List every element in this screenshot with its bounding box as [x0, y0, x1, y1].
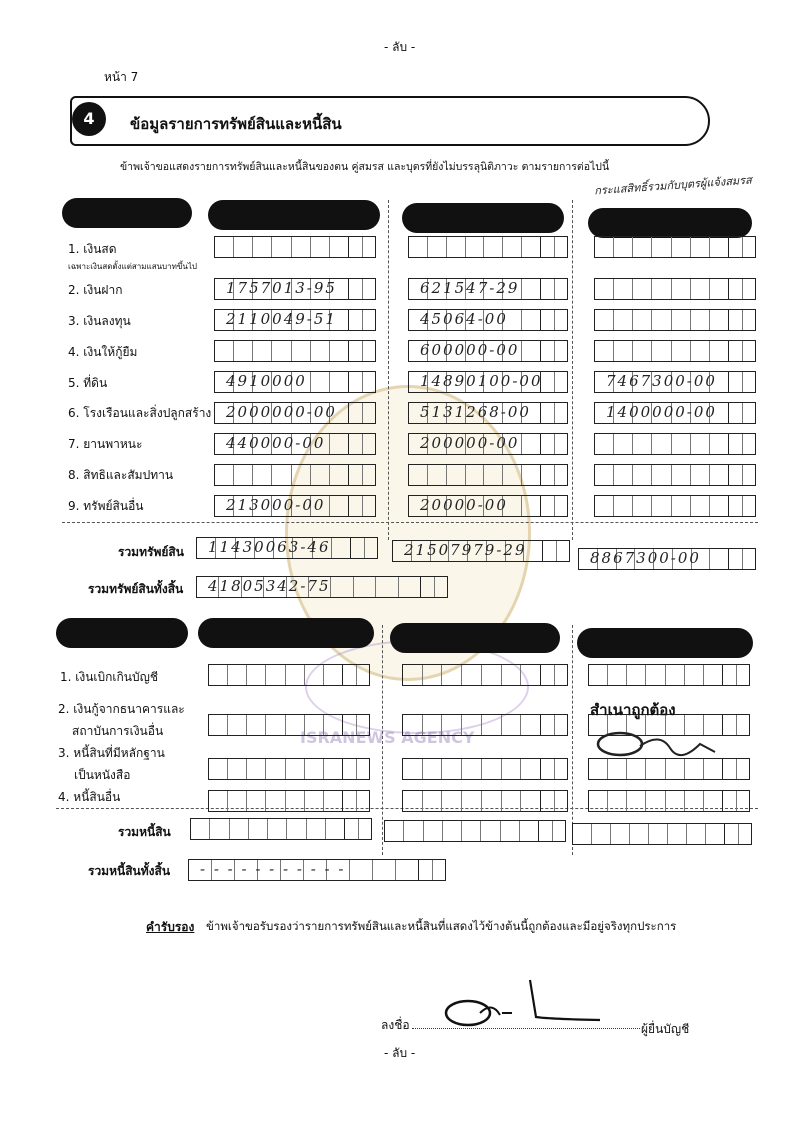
asset-total-col1-value: 11430063-46: [208, 538, 331, 556]
asset-sublabel-1: เฉพาะเงินสดตั้งแต่สามแสนบาทขึ้นไป: [68, 262, 197, 271]
liability-grand-total-value: - - - - - - - - - - -: [200, 860, 346, 878]
asset-grand-total-value: 41805342-75: [208, 577, 331, 595]
redacted-liability-spouse-heading: [390, 623, 560, 653]
asset-grid-row5-col1-value: 4910000: [226, 372, 307, 390]
asset-total-col3-value: 8867300-00: [590, 549, 701, 567]
redacted-liability-heading: [56, 618, 188, 648]
liability-grid-row4-col2: [402, 790, 568, 812]
liability-grid-row3-col1: [208, 758, 370, 780]
asset-grid-row5-col2-value: 14890100-00: [420, 372, 543, 390]
asset-total-label: รวมทรัพย์สิน: [118, 545, 184, 559]
asset-grid-row5-col3-value: 7467300-00: [606, 372, 717, 390]
liability-label-2b: สถาบันการเงินอื่น: [72, 724, 164, 738]
asset-grid-row1-col2: [408, 236, 568, 258]
liability-grid-row1-col1: [208, 664, 370, 686]
liability-total-col2: [384, 820, 566, 842]
section-number: 4: [72, 102, 106, 136]
asset-grid-row7-col1-value: 440000-00: [226, 434, 326, 452]
liability-label-4: 4. หนี้สินอื่น: [58, 790, 121, 804]
asset-grid-row7-col3: [594, 433, 756, 455]
sign-label: ลงชื่อ: [381, 1018, 410, 1032]
asset-row-separator: [62, 522, 758, 523]
liability-total-label: รวมหนี้สิน: [118, 825, 171, 839]
asset-grid-row4-col2-value: 600000-00: [420, 341, 520, 359]
section-intro: ข้าพเจ้าขอแสดงรายการทรัพย์สินและหนี้สินของตน คู่สมรส และบุตรที่ยังไม่บรรลุนิติภาวะ ตามรายการต่อไปนี้: [120, 161, 610, 173]
handwritten-note: กระแสสิทธิ์รวมกับบุตรผู้แจ้งสมรส: [593, 173, 753, 198]
classification-footer: - ลับ -: [384, 1046, 416, 1060]
asset-label-1: 1. เงินสด: [68, 242, 117, 256]
asset-label-4: 4. เงินให้กู้ยืม: [68, 345, 138, 359]
asset-grid-row7-col2-value: 200000-00: [420, 434, 520, 452]
asset-grid-row3-col3: [594, 309, 756, 331]
liability-total-col1: [190, 818, 372, 840]
liability-label-2: 2. เงินกู้จากธนาคารและ: [58, 702, 185, 716]
asset-grid-row2-col1-value: 1757013-95: [226, 279, 337, 297]
certification-text: ข้าพเจ้าขอรับรองว่ารายการทรัพย์สินและหนี้สินที่แสดงไว้ข้างต้นนี้ถูกต้องและมีอยู่จริงทุกประการ: [206, 919, 677, 933]
asset-grid-row9-col3: [594, 495, 756, 517]
asset-grid-row1-col3: [594, 236, 756, 258]
asset-grid-row6-col1-value: 2000000-00: [226, 403, 337, 421]
liability-grid-row1-col3: [588, 664, 750, 686]
redacted-liability-child-heading: [577, 628, 753, 658]
redacted-asset-heading: [62, 198, 192, 228]
asset-grid-row3-col1-value: 2110049-51: [226, 310, 337, 328]
asset-label-6: 6. โรงเรือนและสิ่งปลูกสร้าง: [68, 406, 212, 420]
liability-grid-row4-col3: [588, 790, 750, 812]
redacted-liability-owner-heading: [198, 618, 374, 648]
asset-grid-row4-col3: [594, 340, 756, 362]
asset-grid-row6-col2-value: 5131268-00: [420, 403, 531, 421]
liability-grid-row4-col1: [208, 790, 370, 812]
classification-header: - ลับ -: [384, 40, 416, 54]
asset-grid-row6-col3-value: 1400000-00: [606, 403, 717, 421]
asset-grid-row8-col3: [594, 464, 756, 486]
asset-label-3: 3. เงินลงทุน: [68, 314, 131, 328]
signature-image: [440, 975, 610, 1035]
liability-column-divider-1: [382, 625, 383, 855]
asset-grid-row9-col2-value: 20000-00: [420, 496, 508, 514]
asset-grid-row1-col1: [214, 236, 376, 258]
certified-copy-stamp: สำเนาถูกต้อง: [590, 701, 676, 719]
liability-grid-row2-col2: [402, 714, 568, 736]
liability-grand-total-label: รวมหนี้สินทั้งสิ้น: [88, 864, 171, 878]
asset-label-7: 7. ยานพาหนะ: [68, 437, 143, 451]
signer-role: ผู้ยื่นบัญชี: [641, 1022, 690, 1036]
liability-grid-row1-col2: [402, 664, 568, 686]
liability-grid-row2-col1: [208, 714, 370, 736]
liability-total-col3: [572, 823, 752, 845]
page-number: หน้า 7: [104, 70, 139, 84]
asset-grid-row8-col1: [214, 464, 376, 486]
liability-label-3b: เป็นหนังสือ: [74, 768, 131, 782]
asset-label-8: 8. สิทธิและสัมปทาน: [68, 468, 174, 482]
certification-heading: คำรับรอง: [146, 920, 195, 934]
column-divider-2: [572, 200, 573, 540]
asset-grid-row3-col2-value: 45064-00: [420, 310, 508, 328]
asset-label-5: 5. ที่ดิน: [68, 376, 108, 390]
asset-grid-row8-col2: [408, 464, 568, 486]
liability-grid-row3-col2: [402, 758, 568, 780]
redacted-owner-heading: [208, 200, 380, 230]
liability-label-3: 3. หนี้สินที่มีหลักฐาน: [58, 746, 165, 760]
asset-grid-row9-col1-value: 213000-00: [226, 496, 326, 514]
liability-column-divider-2: [572, 625, 573, 855]
redacted-spouse-heading: [402, 203, 564, 233]
section-title: ข้อมูลรายการทรัพย์สินและหนี้สิน: [130, 115, 342, 133]
asset-grid-row2-col2-value: 621547-29: [420, 279, 520, 297]
asset-grand-total-label: รวมทรัพย์สินทั้งสิ้น: [88, 582, 184, 596]
stamp-signature-image: [590, 722, 720, 762]
column-divider-1: [388, 200, 389, 540]
asset-total-col2-value: 21507979-29: [404, 541, 527, 559]
asset-grid-row2-col3: [594, 278, 756, 300]
asset-label-2: 2. เงินฝาก: [68, 283, 123, 297]
watermark-text: ISRANEWS AGENCY: [300, 728, 475, 747]
liability-label-1: 1. เงินเบิกเกินบัญชี: [60, 670, 158, 684]
asset-label-9: 9. ทรัพย์สินอื่น: [68, 499, 144, 513]
asset-grid-row4-col1: [214, 340, 376, 362]
redacted-child-heading: [588, 208, 752, 238]
